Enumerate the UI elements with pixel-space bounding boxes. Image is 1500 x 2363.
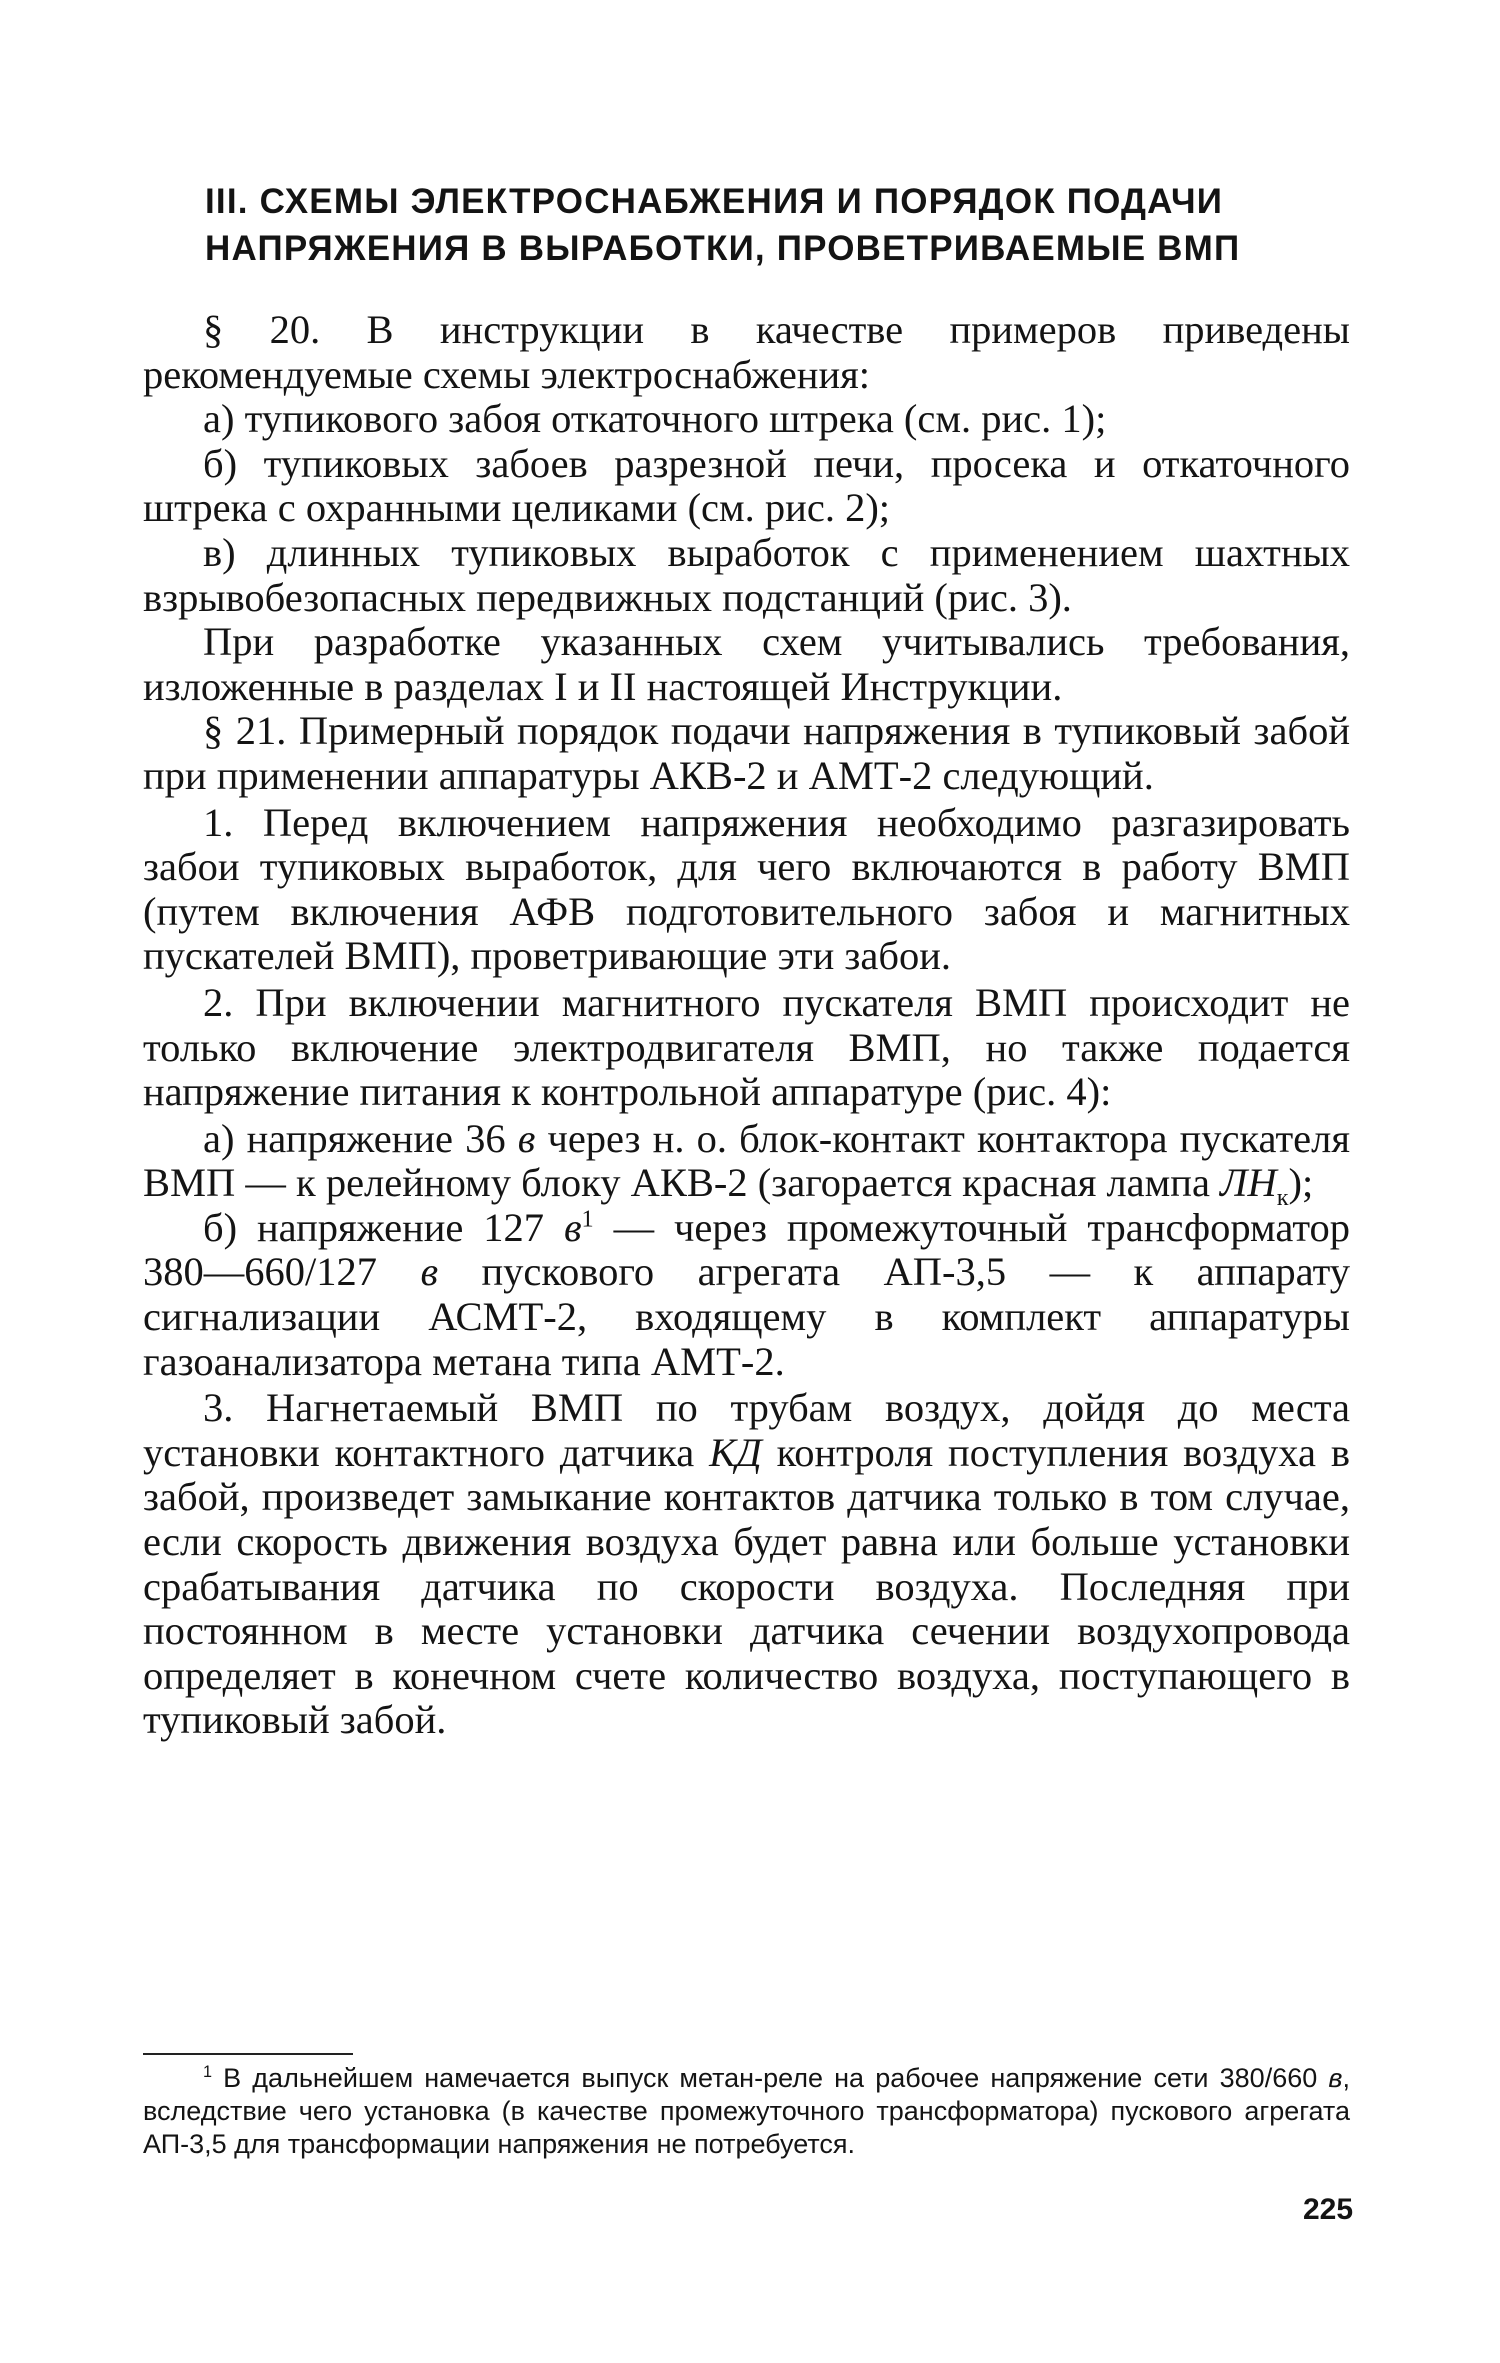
footnote-text-2: , вследствие чего установка (в качестве промежуточного трансформатора) пускового агрегата АП-3,5 для трансформации напряжения не потребуется. [143,2063,1350,2159]
paragraph-20-note: При разработке указанных схем учитывались требования, изложенные в разделах I и II настоящей Инструкции. [143,619,1350,709]
sensor-designation: КД [709,1429,762,1475]
step-2b-unit: в [563,1204,582,1250]
lamp-designation: ЛН [1220,1160,1277,1206]
section-heading-line-2: НАПРЯЖЕНИЯ В ВЫРАБОТКИ, ПРОВЕТРИВАЕМЫЕ ВМП [205,229,1241,268]
step-2a-text-2: через н. о. блок-контакт контактора пускателя ВМП — к релейному блоку АКВ-2 (загорается красная лампа [143,1115,1350,1206]
step-2: 2. При включении магнитного пускателя ВМП происходит не только включение электродвигателя ВМП, но также подается напряжение питания к контрольной аппаратуре (рис. 4): [143,979,1350,1115]
step-2-item-b [143,1206,1350,1384]
step-2a-text-1: а) напряжение 36 [203,1115,518,1161]
page-number: 225 [1303,2193,1354,2226]
footnote-divider [143,2053,353,2055]
paragraph-20-intro: § 20. В инструкции в качестве примеров приведены рекомендуемые схемы электроснабжения: [143,307,1350,397]
step-2b-unit-2: в [420,1249,439,1295]
footnote-text [143,2062,1350,2161]
step-2b-text-3: пускового агрегата АП-3,5 — к аппарату сигнализации АСМТ-2, входящему в комплект аппаратуры газоанализатора метана типа АМТ-2. [143,1249,1350,1384]
footnote [143,2062,1350,2161]
step-2b-text-2: — через промежуточный трансформатор 380—660/127 [143,1204,1350,1295]
step-3 [143,1386,1350,1743]
footnote-reference: 1 [581,1205,594,1233]
step-3-text-1: 3. Нагнетаемый ВМП по трубам воздух, дойдя до места установки контактного датчика [143,1385,1350,1475]
step-2b-text-1: б) напряжение 127 [203,1204,564,1250]
step-1: 1. Перед включением напряжения необходимо разгазировать забои тупиковых выработок, для чего включаются в работу ВМП (путем включения АФВ подготовительного забоя и магнитных пускателей ВМП), проветривающие эти забои. [143,799,1350,979]
footnote-unit: в [1328,2063,1343,2093]
paragraph-20-item-c: в) длинных тупиковых выработок с применением шахтных взрывобезопасных передвижных подстанций (рис. 3). [143,529,1350,620]
step-2a-unit: в [517,1115,536,1161]
footnote-marker: 1 [203,2063,213,2081]
paragraph-20-item-a: а) тупикового забоя откаточного штрека (см. рис. 1); [203,396,1107,442]
step-2a-text-end: ); [1288,1160,1314,1206]
step-3-text-2: контроля поступления воздуха в забой, произведет замыкание контактов датчика только в том случае, если скорость движения воздуха будет равна или больше установки срабатывания датчика по скорости воздуха. Последняя при постоянном в месте установки датчика сечении воздухопровода определяет в конечном счете количество воздуха, поступающего в тупиковый забой. [143,1429,1350,1743]
section-heading-line-1: III. СХЕМЫ ЭЛЕКТРОСНАБЖЕНИЯ И ПОРЯДОК ПОДАЧИ [205,182,1224,221]
paragraph-20-item-b: б) тупиковых забоев разрезной печи, просека и откаточного штрека с охранными целиками (см. рис. 2); [143,440,1350,531]
section-heading [205,178,1355,272]
lamp-subscript: к [1276,1184,1289,1212]
step-2-item-a [143,1115,1350,1212]
footnote-text-1: В дальнейшем намечается выпуск метан-реле на рабочее напряжение сети 380/660 [212,2063,1329,2093]
paragraph-21-intro: § 21. Примерный порядок подачи напряжения в тупиковый забой при применении аппаратуры АКВ-2 и АМТ-2 следующий. [143,708,1350,798]
body-text [143,308,1350,1743]
